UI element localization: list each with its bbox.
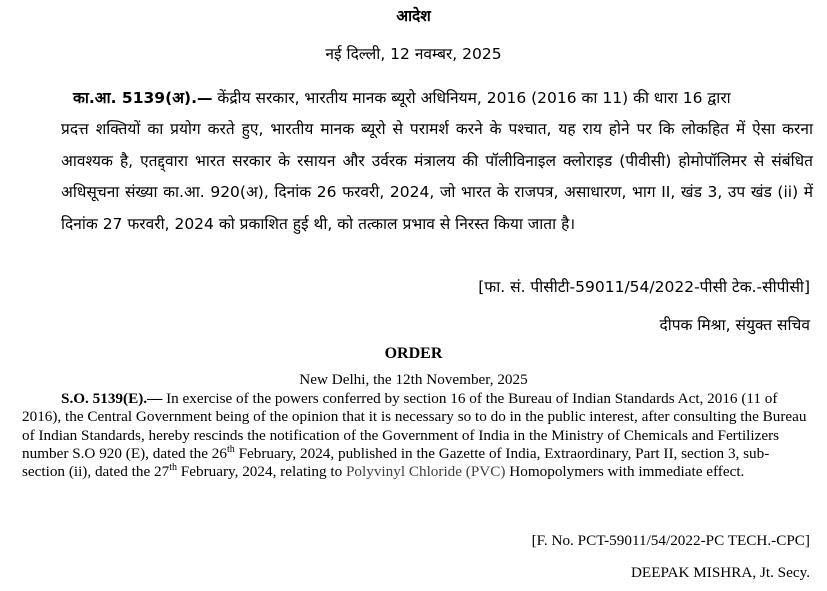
english-ordinal-suffix-1: th (227, 443, 235, 455)
hindi-order-body (61, 83, 813, 240)
english-order-body (22, 390, 812, 481)
hindi-body-text-rest: प्रदत्त शक्तियों का प्रयोग करते हुए, भारतीय मानक ब्यूरो से परामर्श करने के पश्चात, यह राय होने पर कि लोकहित में ऐसा करना आवश्यक है, एतद्द्वारा भारत सरकार के रसायन और उर्वरक मंत्रालय की पॉलीविनाइल क्लोराइड (पीवीसी) होमोपॉलिमर से संबंधित अधिसूचना संख्या का.आ. 920(अ), दिनांक 26 फरवरी, 2024, जो भारत के राजपत्र, असाधारण, भाग II, खंड 3, उप खंड (ii) में दिनांक 27 फरवरी, 2024 को प्रकाशित हुई थी, को तत्काल प्रभाव से निरस्त किया जाता है। (61, 120, 813, 233)
english-body-part-4: Homopolymers with immediate effect. (505, 463, 745, 481)
hindi-body-first-line (61, 83, 813, 114)
english-order-title: ORDER (384, 345, 443, 362)
english-body-part-1: In exercise of the powers conferred by section 16 of the Bureau of Indian Standards Act, 2016 (11 of 2016), the Central Government being of the opinion that it is necessary so to do in the public interest, after consulting the Bureau of Indian Standards, hereby rescinds the notification of the Government of India in the Ministry of Chemicals and Fertilizers number S.O 920 (E), dated the 26 (22, 390, 807, 462)
english-so-number: S.O. 5139(E).— (61, 390, 163, 407)
english-pvc-term: Polyvinyl Chloride (PVC) (345, 463, 506, 481)
hindi-order-date: नई दिल्ली, 12 नवम्बर, 2025 (325, 45, 502, 63)
hindi-file-number: [फा. सं. पीसीटी-59011/54/2022-पीसी टेक.-सीपीसी] (478, 278, 810, 296)
hindi-order-title: आदेश (396, 7, 431, 25)
hindi-signatory: दीपक मिश्रा, संयुक्त सचिव (659, 316, 810, 334)
english-file-number: [F. No. PCT-59011/54/2022-PC TECH.-CPC] (531, 532, 810, 549)
english-body-part-2: February, 2024, published in the Gazette of India, Extraordinary, Part II, section 3, sub-section (ii), dated the 27 (22, 444, 770, 481)
english-ordinal-suffix-2: th (169, 462, 177, 474)
english-body-part-3: February, 2024, relating to (176, 463, 346, 481)
english-signatory: DEEPAK MISHRA, Jt. Secy. (630, 564, 810, 581)
english-order-date: New Delhi, the 12th November, 2025 (299, 371, 528, 388)
hindi-so-number: का.आ. 5139(अ).— (73, 89, 213, 107)
hindi-body-text-line-1: केंद्रीय सरकार, भारतीय मानक ब्यूरो अधिनियम, 2016 (2016 का 11) की धारा 16 द्वारा (217, 89, 731, 107)
